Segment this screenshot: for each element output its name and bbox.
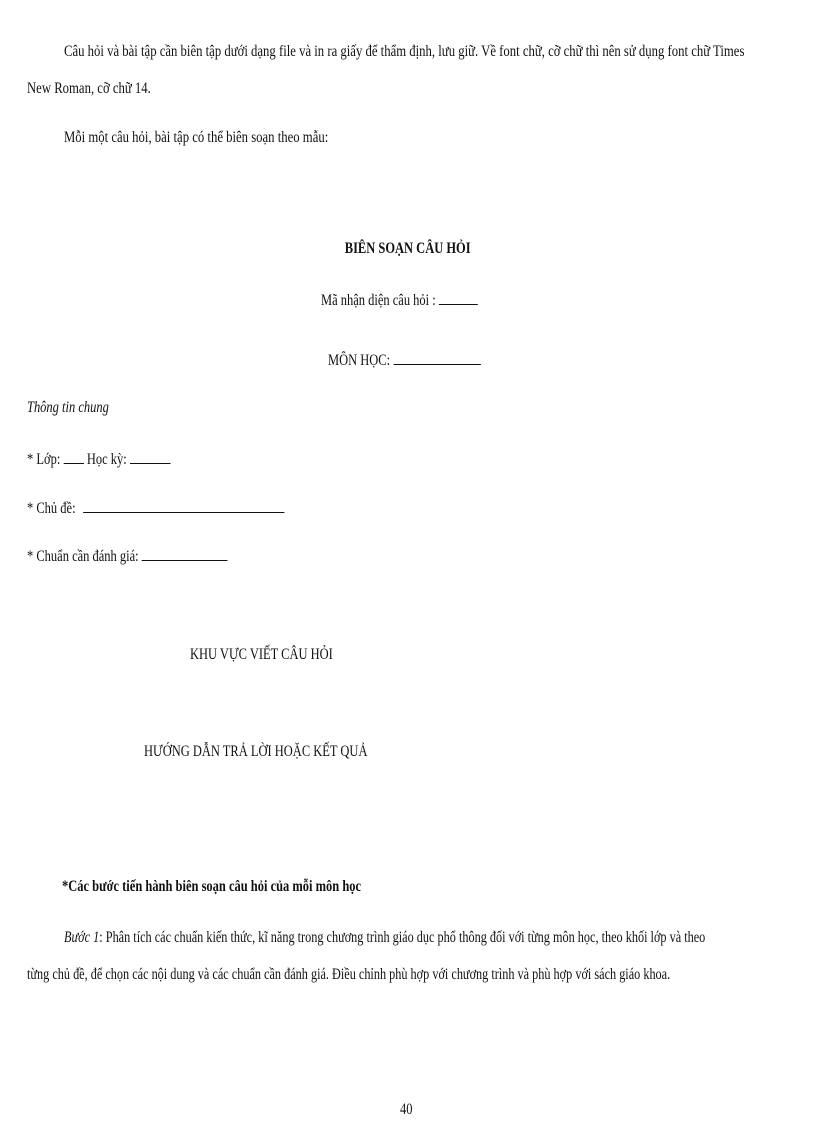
class-blank [63,462,83,464]
semester-blank [130,462,171,464]
topic-row [27,499,285,519]
topic-label: * Chủ đề: [27,500,76,517]
class-semester-row [27,450,170,470]
general-info-heading: Thông tin chung [27,399,109,416]
steps-heading: *Các bước tiến hành biên soạn câu hỏi của mỗi môn học [62,878,362,895]
question-id-row [321,291,478,311]
question-id-blank [439,303,478,305]
template-title-row [0,240,816,258]
standard-blank [142,559,228,561]
step1-line-1 [64,928,705,948]
intro-line-1: Câu hỏi và bài tập cần biên tập dưới dạng file và in ra giấy để thẩm định, lưu giữ. Về font chữ, cỡ chữ thì nên sử dụng font chữ Times [64,43,745,60]
step1-line-2: từng chủ đề, để chọn các nội dung và các chuẩn cần đánh giá. Điều chỉnh phù hợp với chương trình và phù hợp với sách giáo khoa. [27,966,671,983]
answer-area-label: HƯỚNG DẪN TRẢ LỜI HOẶC KẾT QUẢ [144,743,368,760]
subject-blank [393,363,480,365]
template-title: BIÊN SOẠN CÂU HỎI [345,240,471,257]
step1-label: Bước 1 [64,929,100,946]
topic-blank [83,511,284,513]
standard-label: * Chuẩn cần đánh giá: [27,548,139,565]
step1-text-1: : Phân tích các chuẩn kiến thức, kĩ năng trong chương trình giáo dục phổ thông đối với từng môn học, theo khối lớp và theo [99,929,706,946]
standard-row [27,547,228,567]
page-number: 40 [400,1101,413,1118]
question-area-label: KHU VỰC VIẾT CÂU HỎI [190,646,333,663]
subject-label: MÔN HỌC: [328,352,391,369]
intro-line-3: Mỗi một câu hỏi, bài tập có thể biên soạn theo mẫu: [64,129,329,146]
question-id-label: Mã nhận diện câu hỏi : [321,292,436,309]
semester-label: Học kỳ: [86,451,127,468]
subject-row [328,351,481,371]
intro-line-2: New Roman, cỡ chữ 14. [27,80,151,97]
class-label: * Lớp: [27,451,61,468]
